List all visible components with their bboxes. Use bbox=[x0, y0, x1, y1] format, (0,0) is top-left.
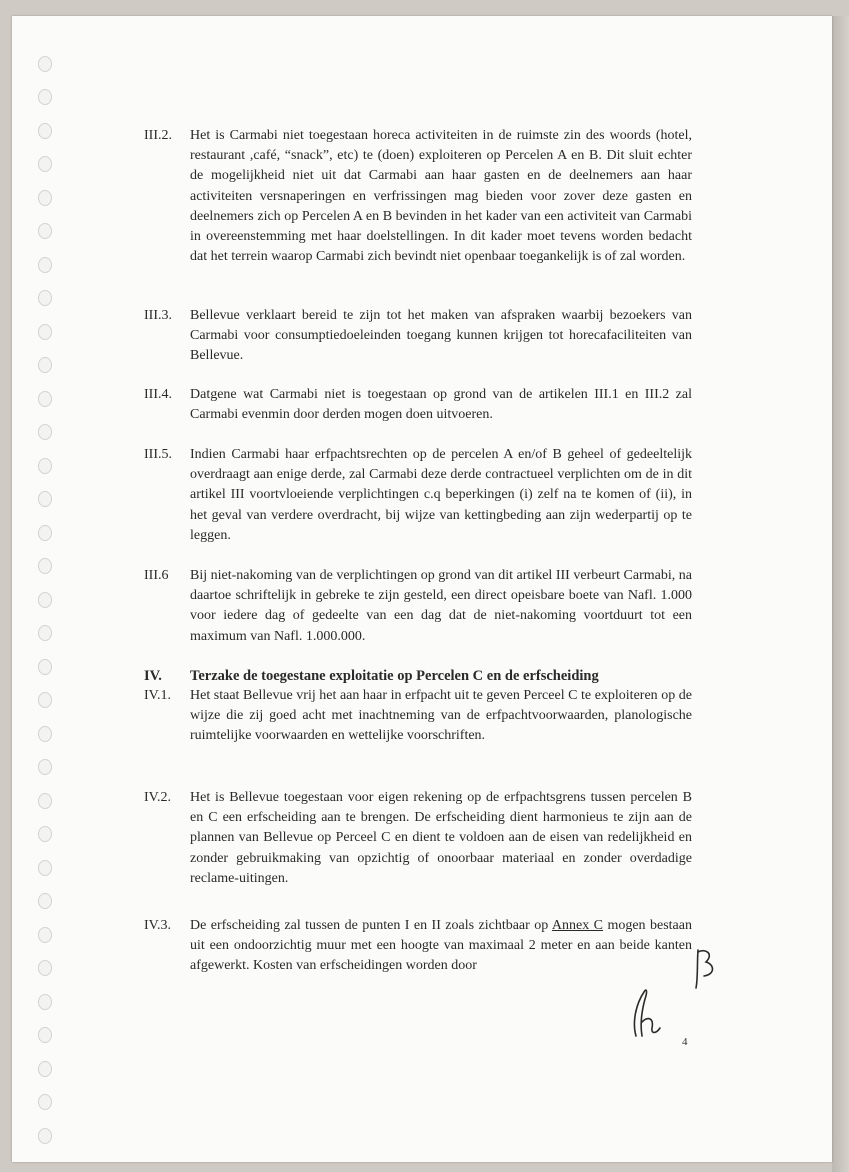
clause-text: Het is Bellevue toegestaan voor eigen rekening op de erfpachtsgrens tussen percelen B en C een erfscheiding aan te brengen. De erfscheiding dient harmonieus te zijn aan de plannen van Bellevue op Perceel C en dient te voldoen aan de eisen van redelijkheid en zonder gebruikmaking van opzichtig of onoorbaar materiaal en zonder overdadige reclame-uitingen. bbox=[190, 790, 692, 886]
clause-number: III.6 bbox=[144, 568, 169, 583]
binder-hole bbox=[38, 123, 52, 139]
binder-hole bbox=[38, 692, 52, 708]
binder-hole bbox=[38, 759, 52, 775]
binder-hole bbox=[38, 994, 52, 1010]
binder-hole bbox=[38, 592, 52, 608]
binder-hole bbox=[38, 223, 52, 239]
binder-hole bbox=[38, 927, 52, 943]
clause-number: IV.3. bbox=[144, 918, 171, 933]
binder-hole bbox=[38, 156, 52, 172]
binder-hole bbox=[38, 826, 52, 842]
clause-text: Bellevue verklaart bereid te zijn tot het maken van afspraken waarbij bezoekers van Carmabi voor consumptiedoeleinden toegang kunnen krijgen tot horecafaciliteiten van Bellevue. bbox=[190, 308, 692, 364]
binder-hole bbox=[38, 190, 52, 206]
clause-number: III.2. bbox=[144, 128, 172, 143]
binder-hole bbox=[38, 893, 52, 909]
clause-text: Indien Carmabi haar erfpachtsrechten op de percelen A en/of B geheel of gedeeltelijk overdraagt aan enige derde, zal Carmabi deze derde contractueel verplichten om de in dit artikel III voortvloeiende verplichtingen c.q beperkingen (i) zelf na te komen of (ii), in het geval van verdere overdracht, bij wijze van kettingbeding aan zijn wederpartij op te leggen. bbox=[190, 447, 692, 543]
binder-hole bbox=[38, 558, 52, 574]
clause-number: IV.2. bbox=[144, 790, 171, 805]
binder-hole bbox=[38, 960, 52, 976]
binder-hole bbox=[38, 793, 52, 809]
section-number: IV. bbox=[144, 668, 162, 684]
binder-hole bbox=[38, 324, 52, 340]
clause-number: III.5. bbox=[144, 447, 172, 462]
clause-number: III.3. bbox=[144, 308, 172, 323]
binder-hole bbox=[38, 290, 52, 306]
binder-hole bbox=[38, 1094, 52, 1110]
binder-hole bbox=[38, 458, 52, 474]
page-number: 4 bbox=[682, 1036, 688, 1048]
binder-hole bbox=[38, 491, 52, 507]
clause-text: Bij niet-nakoming van de verplichtingen op grond van dit artikel III verbeurt Carmabi, na daartoe schriftelijk in gebreke te zijn gesteld, een direct opeisbare boete van Nafl. 1.000 voor iedere dag of gedeelte van een dag dat de niet-nakoming voortduurt tot een maximum van Nafl. 1.000.000. bbox=[190, 568, 692, 644]
binder-hole bbox=[38, 659, 52, 675]
clause-text: Datgene wat Carmabi niet is toegestaan op grond van de artikelen III.1 en III.2 zal Carmabi evenmin door derden mogen doen uitvoeren. bbox=[190, 387, 692, 423]
clause-number: IV.1. bbox=[144, 688, 171, 703]
clause-text-end: mogen bestaan uit een ondoorzichtig muur met een hoogte van maximaal 2 meter en aan beide kanten afgewerkt. Kosten van erfscheidingen worden door bbox=[190, 918, 692, 974]
clause-text: Het staat Bellevue vrij het aan haar in erfpacht uit te geven Perceel C te exploiteren op de wijze die zij goed acht met inachtneming van de erfpachtvoorwaarden, planologische ruimtelijke voorwaarden en wettelijke voorschriften. bbox=[190, 688, 692, 744]
signature-initials bbox=[618, 944, 728, 1044]
clause-text: Het is Carmabi niet toegestaan horeca activiteiten in de ruimste zin des woords (hotel, restaurant ,café, “snack”, etc) te (doen) exploiteren op Percelen A en B. Dit sluit echter de mogelijkheid niet uit dat Carmabi aan haar gasten en de deelnemers aan haar activiteiten versnaperingen en verfrissingen mag bieden voor zover deze gasten en deelnemers zich op Percelen A en B bevinden in het kader van een activiteit van Carmabi in overeenstemming met haar doelstellingen. In dit kader moet tevens worden bedacht dat het terrein waarop Carmabi zich bevindt niet openbaar toegankelijk is of zal worden. bbox=[190, 128, 692, 265]
binder-hole bbox=[38, 257, 52, 273]
binder-hole bbox=[38, 860, 52, 876]
binder-hole bbox=[38, 89, 52, 105]
paper-edge bbox=[832, 16, 849, 1172]
clause-text bbox=[190, 916, 692, 977]
clause-text-start: De erfscheiding zal tussen de punten I en II zoals zichtbaar op bbox=[190, 918, 552, 933]
section-title: Terzake de toegestane exploitatie op Percelen C en de erfscheiding bbox=[190, 668, 599, 684]
clause-number: III.4. bbox=[144, 387, 172, 402]
binder-hole bbox=[38, 1061, 52, 1077]
binder-hole bbox=[38, 726, 52, 742]
binder-hole bbox=[38, 525, 52, 541]
binder-hole bbox=[38, 391, 52, 407]
binder-hole bbox=[38, 1128, 52, 1144]
binder-hole bbox=[38, 424, 52, 440]
binder-hole bbox=[38, 56, 52, 72]
binder-hole bbox=[38, 625, 52, 641]
binder-hole bbox=[38, 1027, 52, 1043]
annex-c-reference: Annex C bbox=[551, 918, 604, 933]
binder-hole bbox=[38, 357, 52, 373]
